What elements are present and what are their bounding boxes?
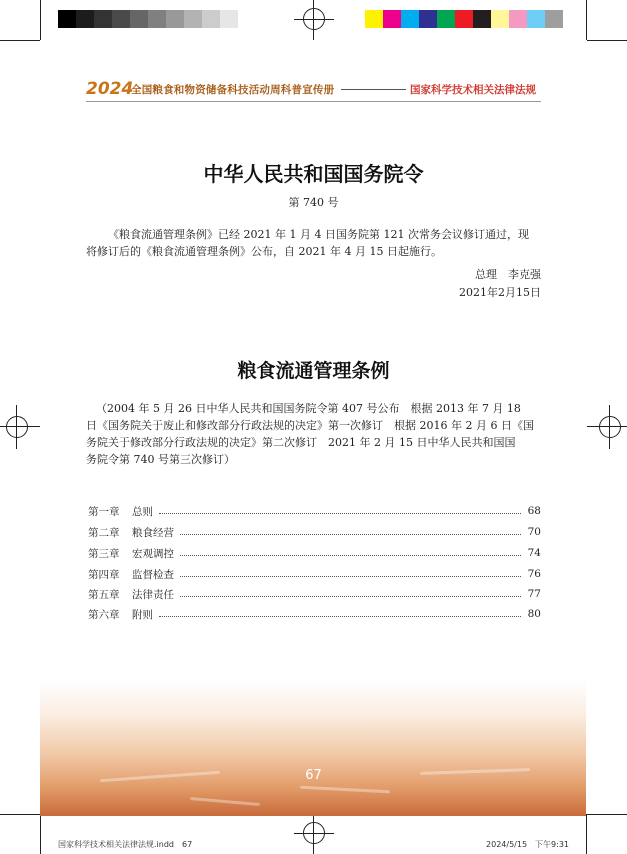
toc-chapter: 第六章 <box>88 608 120 621</box>
color-swatch <box>491 10 509 28</box>
toc-title: 附则 <box>132 608 153 621</box>
toc-page: 70 <box>527 526 541 538</box>
registration-target-left <box>6 416 28 438</box>
color-swatch <box>527 10 545 28</box>
toc-chapter: 第五章 <box>88 588 120 601</box>
toc-entry[interactable] <box>88 503 541 519</box>
toc-entry[interactable] <box>88 524 541 540</box>
slug-filename: 国家科学技术相关法律法规.indd 67 <box>58 840 193 849</box>
registration-line <box>313 0 314 40</box>
decree-signer: 总理 李克强 <box>475 268 541 281</box>
gray-swatch <box>94 10 112 28</box>
registration-line <box>294 19 334 20</box>
toc-leader <box>159 616 521 617</box>
toc-chapter: 第四章 <box>88 568 120 581</box>
toc-entry[interactable] <box>88 566 541 582</box>
toc-leader <box>180 555 521 556</box>
registration-line <box>313 814 314 854</box>
crop-mark <box>587 814 627 815</box>
registration-target-right <box>599 416 621 438</box>
decree-body-line-1: 《粮食流通管理条例》已经 2021 年 1 月 4 日国务院第 121 次常务会议修订通过，现 <box>108 228 529 241</box>
gray-swatch <box>112 10 130 28</box>
crop-mark <box>40 0 41 40</box>
gray-swatch <box>130 10 148 28</box>
registration-line <box>587 426 627 427</box>
decree-date: 2021年2月15日 <box>459 286 541 299</box>
header-section-title: 国家科学技术相关法律法规 <box>410 84 536 96</box>
color-swatch <box>437 10 455 28</box>
gray-swatch <box>76 10 94 28</box>
color-swatch <box>509 10 527 28</box>
registration-line <box>0 426 40 427</box>
color-swatch <box>383 10 401 28</box>
toc-leader <box>180 576 521 577</box>
gray-swatch <box>202 10 220 28</box>
toc-page: 76 <box>527 568 541 580</box>
header-year: 2024 <box>86 79 134 99</box>
color-calibration-bar <box>365 10 563 28</box>
gray-swatch <box>166 10 184 28</box>
crop-mark <box>40 814 41 854</box>
toc-leader <box>180 596 521 597</box>
color-swatch <box>473 10 491 28</box>
decree-number: 第 740 号 <box>288 196 339 209</box>
crop-mark <box>586 814 587 854</box>
color-swatch <box>401 10 419 28</box>
wheat-field-image <box>40 680 586 816</box>
toc-leader <box>180 534 521 535</box>
toc-entry[interactable] <box>88 606 541 622</box>
color-swatch <box>365 10 383 28</box>
toc-chapter: 第二章 <box>88 526 120 539</box>
toc-page: 68 <box>527 505 541 517</box>
toc-title: 粮食经营 <box>132 526 174 539</box>
toc-page: 77 <box>527 588 541 600</box>
toc-title: 法律责任 <box>132 588 174 601</box>
crop-mark <box>587 40 627 41</box>
decree-body-line-2: 将修订后的《粮食流通管理条例》公布，自 2021 年 4 月 15 日起施行。 <box>86 245 442 258</box>
decree-title: 中华人民共和国国务院令 <box>203 162 424 186</box>
toc-page: 74 <box>527 547 541 559</box>
toc-title: 总则 <box>132 505 153 518</box>
gray-swatch <box>184 10 202 28</box>
header-divider <box>341 89 406 90</box>
page-number: 67 <box>305 768 322 783</box>
gray-swatch <box>58 10 76 28</box>
toc-entry[interactable] <box>88 586 541 602</box>
header-publication-title: 全国粮食和物资储备科技活动周科普宣传册 <box>131 84 335 96</box>
toc-title: 宏观调控 <box>132 547 174 560</box>
grayscale-bar <box>58 10 238 28</box>
registration-line <box>16 405 17 449</box>
toc-leader <box>159 513 521 514</box>
crop-mark <box>0 814 40 815</box>
header-underline <box>86 101 541 102</box>
gray-swatch <box>148 10 166 28</box>
toc-title: 监督检查 <box>132 568 174 581</box>
registration-line <box>609 405 610 449</box>
toc-entry[interactable] <box>88 545 541 561</box>
toc-chapter: 第一章 <box>88 505 120 518</box>
color-swatch <box>455 10 473 28</box>
crop-mark <box>586 0 587 40</box>
color-swatch <box>419 10 437 28</box>
gray-swatch <box>220 10 238 28</box>
toc-chapter: 第三章 <box>88 547 120 560</box>
toc-page: 80 <box>527 608 541 620</box>
color-swatch <box>545 10 563 28</box>
crop-mark <box>0 40 40 41</box>
regulation-history-line: （2004 年 5 月 26 日中华人民共和国国务院令第 407 号公布 根据 2013 年 7 月 18 <box>96 402 521 415</box>
slug-timestamp: 2024/5/15 下午9:31 <box>486 840 569 849</box>
registration-line <box>294 833 334 834</box>
regulation-history-line: 日《国务院关于废止和修改部分行政法规的决定》第一次修订 根据 2016 年 2 月 6 日《国 <box>86 419 534 432</box>
regulation-title: 粮食流通管理条例 <box>237 360 390 382</box>
regulation-history-line: 务院令第 740 号第三次修订） <box>86 453 235 466</box>
regulation-history-line: 务院关于修改部分行政法规的决定》第二次修订 2021 年 2 月 15 日中华人民共和国国 <box>86 436 516 449</box>
